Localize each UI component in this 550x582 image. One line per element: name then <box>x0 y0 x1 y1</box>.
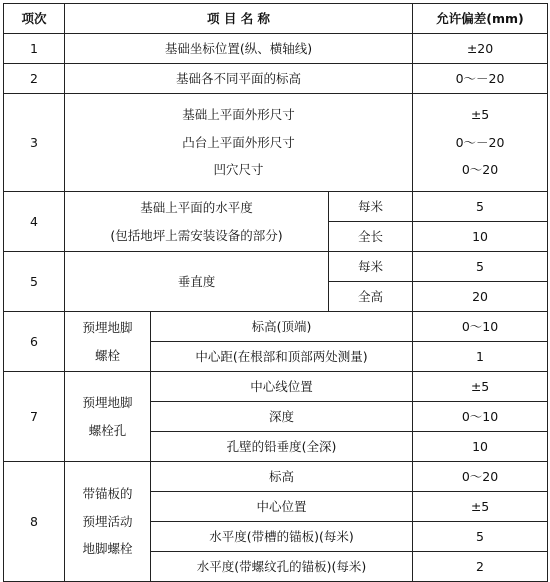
sub-item: 标高 <box>151 462 413 492</box>
tolerance-value: 20 <box>413 282 548 312</box>
table-row <box>4 462 548 492</box>
sub-item: 深度 <box>151 402 413 432</box>
sub-item: 水平度(带螺纹孔的锚板)(每米) <box>151 552 413 582</box>
table-row <box>4 372 548 402</box>
tolerance-value: 0～－20 <box>413 64 548 94</box>
sub-item: 水平度(带槽的锚板)(每米) <box>151 522 413 552</box>
tolerance-value: 5 <box>413 252 548 282</box>
item-line: 带锚板的 <box>82 486 133 502</box>
item-name <box>65 192 329 252</box>
table-row <box>4 94 548 192</box>
header-tolerance: 允许偏差(mm) <box>413 4 548 34</box>
item-name: 基础坐标位置(纵、横轴线) <box>65 34 413 64</box>
item-name <box>65 312 151 372</box>
tolerance-value: ±5 <box>413 372 548 402</box>
item-line: 基础上平面的水平度 <box>140 200 253 215</box>
tolerance-value: 5 <box>413 192 548 222</box>
item-line: 预埋地脚 <box>82 395 133 410</box>
item-line: (包括地坪上需安装设备的部分) <box>110 227 283 243</box>
item-line: 预埋活动 <box>82 513 133 529</box>
tolerance-value: 5 <box>413 522 548 552</box>
item-name: 基础各不同平面的标高 <box>65 64 413 94</box>
header-row <box>4 4 548 34</box>
row-no: 7 <box>4 372 65 462</box>
row-no: 3 <box>4 94 65 192</box>
row-no: 1 <box>4 34 65 64</box>
tolerance-table <box>3 3 548 582</box>
item-line: 螺栓孔 <box>88 422 127 438</box>
sub-item: 中心位置 <box>151 492 413 522</box>
sub-item: 中心线位置 <box>151 372 413 402</box>
sub-item: 中心距(在根部和顶部两处测量) <box>151 342 413 372</box>
row-no: 4 <box>4 192 65 252</box>
sub-item: 全高 <box>329 282 413 312</box>
item-line: 预埋地脚 <box>82 320 133 335</box>
tolerance-line: 0～－20 <box>455 134 505 150</box>
header-no: 项次 <box>4 4 65 34</box>
table-row <box>4 252 548 282</box>
item-name <box>65 94 413 192</box>
item-line: 地脚螺栓 <box>82 541 133 557</box>
item-name <box>65 462 151 582</box>
tolerance-line: 0～20 <box>461 162 499 178</box>
tolerance-value: ±5 <box>413 492 548 522</box>
tolerance-value: 2 <box>413 552 548 582</box>
sub-item: 每米 <box>329 252 413 282</box>
table-row <box>4 312 548 342</box>
tolerance-value: 1 <box>413 342 548 372</box>
row-no: 6 <box>4 312 65 372</box>
table-row <box>4 64 548 94</box>
tolerance-value: ±20 <box>413 34 548 64</box>
item-line: 基础上平面外形尺寸 <box>182 107 295 123</box>
tolerance-value: 0～20 <box>413 462 548 492</box>
tolerance-value: 0～10 <box>413 312 548 342</box>
item-name: 垂直度 <box>65 252 329 312</box>
item-line: 凸台上平面外形尺寸 <box>182 134 295 150</box>
sub-item: 每米 <box>329 192 413 222</box>
tolerance-value: 10 <box>413 222 548 252</box>
table-row <box>4 34 548 64</box>
tolerance-value <box>413 94 548 192</box>
tolerance-value: 10 <box>413 432 548 462</box>
item-name <box>65 372 151 462</box>
header-name: 项 目 名 称 <box>65 4 413 34</box>
tolerance-value: 0～10 <box>413 402 548 432</box>
row-no: 2 <box>4 64 65 94</box>
sub-item: 标高(顶端) <box>151 312 413 342</box>
table-row <box>4 192 548 222</box>
row-no: 8 <box>4 462 65 582</box>
item-line: 螺栓 <box>94 347 120 363</box>
item-line: 凹穴尺寸 <box>213 162 264 178</box>
tolerance-line: ±5 <box>470 107 490 123</box>
sub-item: 全长 <box>329 222 413 252</box>
row-no: 5 <box>4 252 65 312</box>
sub-item: 孔壁的铅垂度(全深) <box>151 432 413 462</box>
